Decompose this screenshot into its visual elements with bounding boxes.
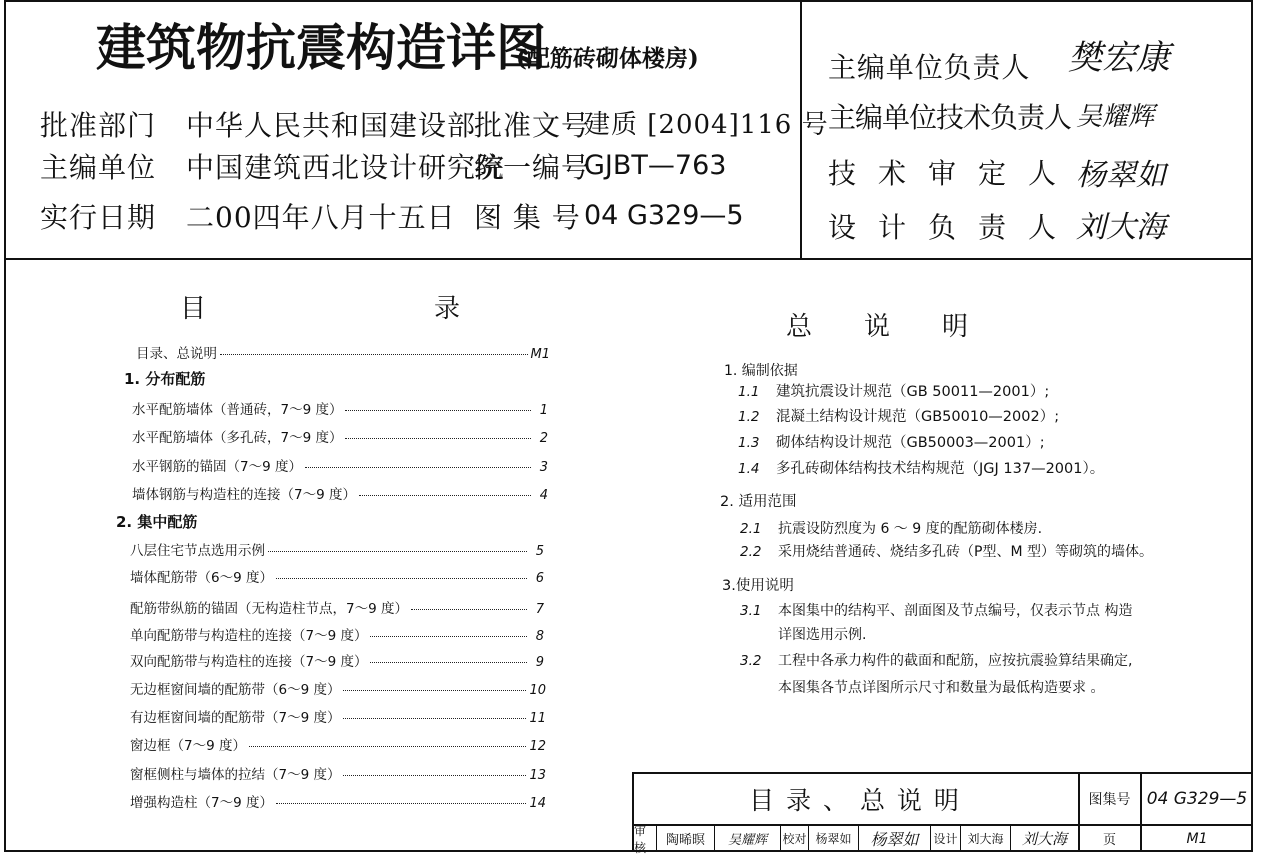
toc-item[interactable]: 水平配筋墙体（普通砖，7～9 度） 1 <box>132 402 548 418</box>
frame-left <box>4 0 6 852</box>
unified-number-label: 统一编号 <box>474 151 591 184</box>
note-item-continuation: 详图选用示例. <box>778 627 867 643</box>
note-item-continuation: 本图集各节点详图所示尺寸和数量为最低构造要求 。 <box>778 680 1105 696</box>
toc-item-contents[interactable] <box>136 342 550 362</box>
header-divider <box>4 258 1253 260</box>
design-head-signature: 刘大海 <box>1076 210 1166 245</box>
toc-item[interactable]: 单向配筋带与构造柱的连接（7～9 度） 8 <box>130 628 544 644</box>
toc-item-page: M1 <box>530 347 550 362</box>
note-item: 2.1 抗震设防烈度为 6 ～ 9 度的配筋砌体楼房. <box>740 521 1043 537</box>
notes-section-title: 2. 适用范围 <box>720 494 797 510</box>
notes-heading: 总 说 明 <box>786 312 969 342</box>
approval-dept-value: 中华人民共和国建设部 <box>186 109 477 142</box>
note-item: 3.1 本图集中的结构平、剖面图及节点编号，仅表示节点 构造 <box>740 603 1133 619</box>
review-name: 陶晞暝 <box>665 833 705 848</box>
chief-unit-head-signature: 樊宏康 <box>1068 38 1170 78</box>
toc-item[interactable]: 八层住宅节点选用示例 5 <box>130 543 544 559</box>
title-block <box>632 772 1253 855</box>
toc-heading-left: 目 <box>180 294 207 324</box>
titleblock-title: 目 录 、 总 说 明 <box>749 786 961 815</box>
titleblock-atlas-label: 图集号 <box>1088 792 1131 808</box>
check-signature: 杨翠如 <box>870 830 919 849</box>
toc-item[interactable]: 窗边框（7～9 度） 12 <box>130 738 546 754</box>
approval-number-label: 批准文号 <box>474 109 591 142</box>
toc-item[interactable]: 水平配筋墙体（多孔砖，7～9 度） 2 <box>132 430 548 446</box>
effective-date-label: 实行日期 <box>40 201 157 234</box>
document-title: 建筑物抗震构造详图 <box>96 18 546 77</box>
design-name: 刘大海 <box>967 832 1004 846</box>
note-item: 1.4 多孔砖砌体结构技术结构规范（JGJ 137—2001）。 <box>738 461 1105 477</box>
toc-item[interactable]: 增强构造柱（7～9 度） 14 <box>130 795 546 811</box>
note-item: 1.2 混凝土结构设计规范（GB50010—2002）; <box>738 409 1060 425</box>
toc-item[interactable]: 双向配筋带与构造柱的连接（7～9 度） 9 <box>130 654 544 670</box>
approval-number-value: 建质 [2004]116 号 <box>584 110 829 140</box>
chief-unit-head-label: 主 编 单 位 负 责 人 <box>828 51 1026 84</box>
frame-top <box>4 0 1253 2</box>
unified-number-value: GJBT—763 <box>584 150 727 181</box>
leader-dots <box>220 354 528 355</box>
toc-item[interactable]: 墙体配筋带（6～9 度） 6 <box>130 570 544 586</box>
frame-right <box>1251 0 1253 852</box>
note-item: 3.2 工程中各承力构件的截面和配筋，应按抗震验算结果确定, <box>740 653 1133 669</box>
tech-reviewer-label: 技 术 审 定 人 <box>828 157 1054 190</box>
chief-tech-head-label: 主编单位技术负责人 <box>828 101 1072 134</box>
page-value: M1 <box>1186 830 1208 847</box>
review-signature: 吴耀辉 <box>727 833 767 848</box>
toc-section-title: 1. 分布配筋 <box>124 370 206 388</box>
note-item: 1.1 建筑抗震设计规范（GB 50011—2001）; <box>738 384 1050 400</box>
approval-dept-label: 批准部门 <box>40 109 157 142</box>
editor-unit-label: 主编单位 <box>40 151 157 184</box>
check-name: 杨翠如 <box>815 832 852 846</box>
titleblock-atlas-value: 04 G329—5 <box>1146 789 1248 809</box>
toc-heading-right: 录 <box>434 294 461 324</box>
toc-item-label: 目录、总说明 <box>136 346 217 362</box>
toc-item[interactable]: 无边框窗间墙的配筋带（6～9 度） 10 <box>130 682 546 698</box>
design-signature: 刘大海 <box>1021 830 1067 848</box>
notes-section-title: 3.使用说明 <box>722 578 794 594</box>
chief-tech-head-signature: 吴耀辉 <box>1076 102 1155 132</box>
toc-item[interactable]: 水平钢筋的锚固（7～9 度） 3 <box>132 459 548 475</box>
notes-section-title: 1. 编制依据 <box>724 363 798 379</box>
toc-item[interactable]: 墙体钢筋与构造柱的连接（7～9 度） 4 <box>132 487 548 503</box>
design-label: 设计 <box>933 832 958 846</box>
page-label: 页 <box>1102 833 1116 848</box>
toc-section-title: 2. 集中配筋 <box>116 513 198 531</box>
document-subtitle: (配筋砖砌体楼房) <box>516 45 699 72</box>
effective-date-value: 二00四年八月十五日 <box>186 201 456 234</box>
note-item: 2.2 采用烧结普通砖、烧结多孔砖（P型、M 型）等砌筑的墙体。 <box>740 544 1153 560</box>
tech-reviewer-signature: 杨翠如 <box>1076 158 1166 193</box>
design-head-label: 设 计 负 责 人 <box>828 211 1054 244</box>
note-item: 1.3 砌体结构设计规范（GB50003—2001）; <box>738 435 1045 451</box>
editor-unit-value: 中国建筑西北设计研究院 <box>186 151 506 184</box>
review-label: 审核 <box>634 823 647 855</box>
toc-item[interactable]: 窗框侧柱与墙体的拉结（7～9 度） 13 <box>130 767 546 783</box>
atlas-number-label: 图 集 号 <box>474 201 581 234</box>
check-label: 校对 <box>782 832 807 846</box>
toc-item[interactable]: 配筋带纵筋的锚固（无构造柱节点，7～9 度） 7 <box>130 601 544 617</box>
toc-item[interactable]: 有边框窗间墙的配筋带（7～9 度） 11 <box>130 710 546 726</box>
atlas-number-value: 04 G329—5 <box>584 200 744 231</box>
